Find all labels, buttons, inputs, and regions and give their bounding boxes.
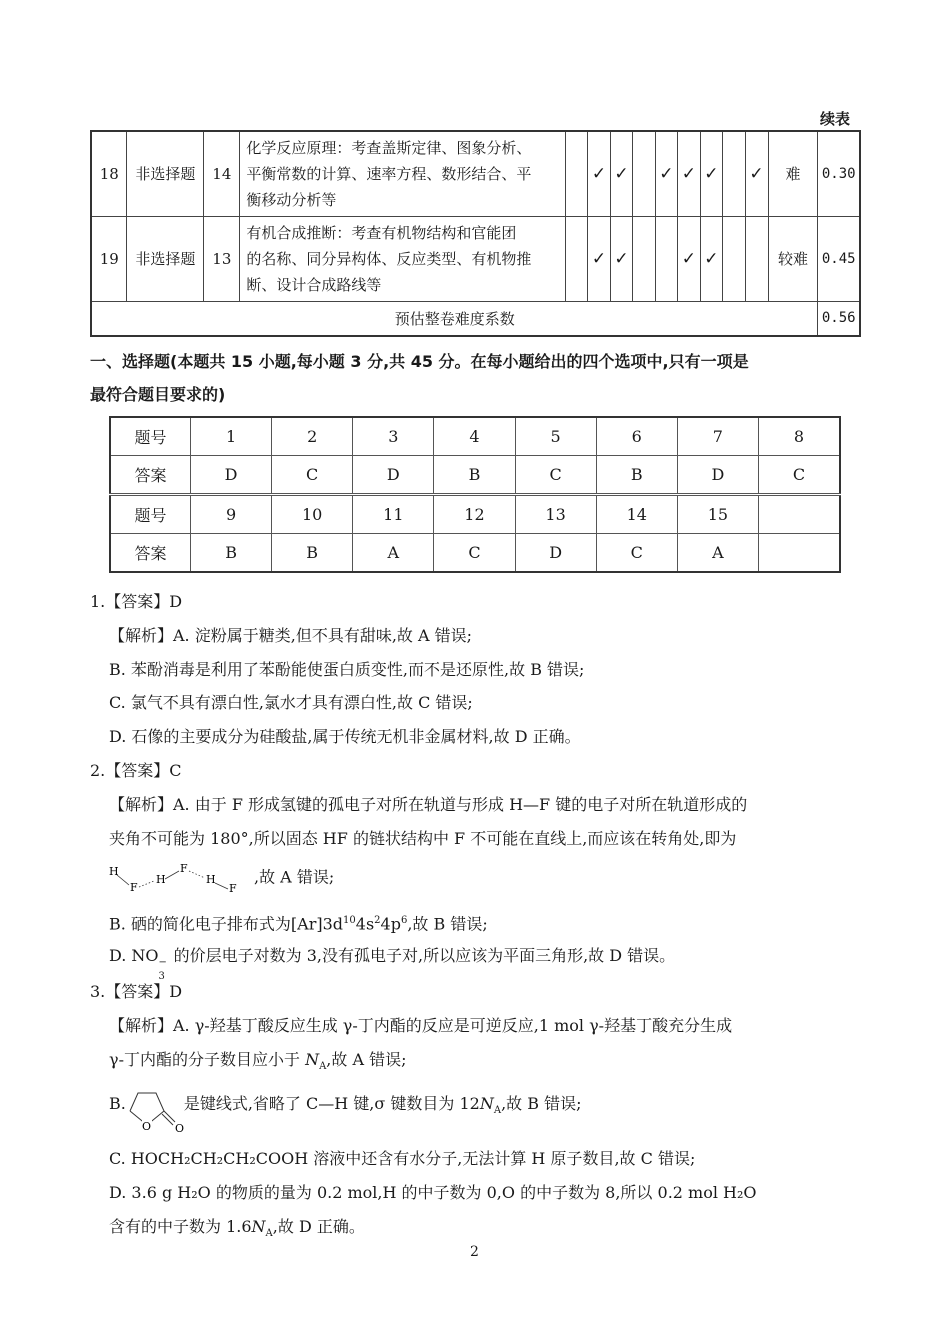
answer-cell: B xyxy=(596,456,677,495)
answer-cell: B xyxy=(272,534,353,573)
q3-answer-heading: 3.【答案】D xyxy=(90,982,183,1001)
svg-text:O: O xyxy=(174,1122,184,1134)
answer-cell: B xyxy=(434,456,515,495)
answer-cell: B xyxy=(191,534,272,573)
svg-text:F: F xyxy=(229,882,237,893)
question-number: 10 xyxy=(272,495,353,534)
table-row-total xyxy=(91,301,860,336)
total-value: 0.56 xyxy=(818,301,860,336)
spec-table xyxy=(90,130,861,337)
check-cell: ✓ xyxy=(588,131,610,216)
lactone-structure xyxy=(126,1089,184,1133)
q2-answer-heading: 2.【答案】C xyxy=(90,761,182,780)
answer-cell: D xyxy=(353,456,434,495)
q3-analysis-a-line2: γ-丁内酯的分子数目应小于 $N_A$,故 A 错误; xyxy=(109,1050,407,1073)
question-number: 1 xyxy=(191,417,272,456)
q3-analysis-c: C. HOCH₂CH₂CH₂COOH 溶液中还含有水分子,无法计算 H 原子数目,故 C 错误; xyxy=(109,1149,696,1168)
check-cell: ✓ xyxy=(678,216,700,301)
answer-cell xyxy=(758,534,840,573)
difficulty: 较难 xyxy=(768,216,818,301)
answer-cell: D xyxy=(515,534,596,573)
svg-text:H: H xyxy=(156,873,166,886)
q3-analysis-a-line1: 【解析】A. γ-羟基丁酸反应生成 γ-丁内酯的反应是可逆反应,1 mol γ-羟基丁酸充分生成 xyxy=(109,1016,733,1035)
check-cell: ✓ xyxy=(745,131,768,216)
q3-analysis-d-line1: D. 3.6 g H₂O 的物质的量为 0.2 mol,H 的中子数为 0,O 的中子数为 8,所以 0.2 mol H₂O xyxy=(109,1183,757,1202)
total-label: 预估整卷难度系数 xyxy=(91,301,818,336)
check-cell xyxy=(633,131,655,216)
check-cell xyxy=(565,131,587,216)
q1-analysis-b: B. 苯酚消毒是利用了苯酚能使蛋白质变性,而不是还原性,故 B 错误; xyxy=(109,660,585,679)
row-header: 题号 xyxy=(110,495,191,534)
question-number: 13 xyxy=(515,495,596,534)
question-number: 2 xyxy=(272,417,353,456)
answer-cell: C xyxy=(758,456,840,495)
check-cell xyxy=(723,216,745,301)
check-cell xyxy=(655,216,677,301)
q2-analysis-d: D. NO − 3 的价层电子对数为 3,没有孤电子对,所以应该为平面三角形,故 D 错误。 xyxy=(109,946,676,982)
q1-analysis-d: D. 石像的主要成分为硅酸盐,属于传统无机非金属材料,故 D 正确。 xyxy=(109,727,581,746)
svg-text:O: O xyxy=(141,1120,151,1134)
q2-analysis-a-line2: 夹角不可能为 180°,所以固态 HF 的链状结构中 F 不可能在直线上,而应该在转角处,即为 xyxy=(109,829,737,848)
table-row xyxy=(110,534,840,573)
table-row xyxy=(110,495,840,534)
check-cell xyxy=(745,216,768,301)
table-row xyxy=(91,131,860,216)
q1-analysis-c: C. 氯气不具有漂白性,氯水才具有漂白性,故 C 错误; xyxy=(109,693,473,712)
answer-cell: D xyxy=(191,456,272,495)
question-number: 3 xyxy=(353,417,434,456)
check-cell: ✓ xyxy=(610,216,632,301)
check-cell xyxy=(723,131,745,216)
question-description: 有机合成推断：考查有机物结构和官能团 的名称、同分异构体、反应类型、有机物推 断、设计合成路线等 xyxy=(240,216,565,301)
check-cell: ✓ xyxy=(700,216,722,301)
question-number: 19 xyxy=(91,216,127,301)
page-number: 2 xyxy=(470,1244,479,1260)
question-number: 5 xyxy=(515,417,596,456)
question-number: 15 xyxy=(677,495,758,534)
q1-analysis-a: 【解析】A. 淀粉属于糖类,但不具有甜味,故 A 错误; xyxy=(109,626,473,645)
check-cell: ✓ xyxy=(700,131,722,216)
answer-cell: C xyxy=(272,456,353,495)
difficulty: 难 xyxy=(768,131,818,216)
q3-analysis-d-line2: 含有的中子数为 $1.6N_A$,故 D 正确。 xyxy=(109,1217,365,1240)
check-cell: ✓ xyxy=(655,131,677,216)
check-cell xyxy=(633,216,655,301)
question-score: 14 xyxy=(204,131,240,216)
check-cell xyxy=(565,216,587,301)
hf-chain-structure xyxy=(109,863,254,893)
check-cell: ✓ xyxy=(610,131,632,216)
question-number: 9 xyxy=(191,495,272,534)
question-number: 14 xyxy=(596,495,677,534)
row-header: 答案 xyxy=(110,456,191,495)
q2-analysis-a-line3: H F H F H F ,故 A 错误; xyxy=(109,863,335,893)
table-row xyxy=(110,456,840,495)
question-number: 6 xyxy=(596,417,677,456)
q3-analysis-b: B. O O 是键线式,省略了 C—H 键,σ 键数目为 $12N_A$,故 B 错误; xyxy=(109,1082,582,1133)
question-score: 13 xyxy=(204,216,240,301)
check-cell: ✓ xyxy=(678,131,700,216)
section-heading: 一、选择题(本题共 15 小题,每小题 3 分,共 45 分。在每小题给出的四个选项中,只有一项是 最符合题目要求的) xyxy=(90,352,749,404)
answer-cell: C xyxy=(596,534,677,573)
row-header: 题号 xyxy=(110,417,191,456)
question-type: 非选择题 xyxy=(127,216,204,301)
answer-table xyxy=(109,416,841,573)
answer-cell: D xyxy=(677,456,758,495)
table-row xyxy=(91,216,860,301)
table-row xyxy=(110,417,840,456)
continued-label: 续表 xyxy=(820,110,851,128)
q1-answer-heading: 1.【答案】D xyxy=(90,592,183,611)
answer-cell: C xyxy=(434,534,515,573)
q2-analysis-a-line1: 【解析】A. 由于 F 形成氢键的孤电子对所在轨道与形成 H—F 键的电子对所在轨道形成的 xyxy=(109,795,748,814)
svg-text:F: F xyxy=(180,863,188,875)
question-number: 7 xyxy=(677,417,758,456)
answer-cell: A xyxy=(677,534,758,573)
row-header: 答案 xyxy=(110,534,191,573)
answer-cell: C xyxy=(515,456,596,495)
question-number: 12 xyxy=(434,495,515,534)
difficulty-coefficient: 0.30 xyxy=(818,131,860,216)
check-cell: ✓ xyxy=(588,216,610,301)
difficulty-coefficient: 0.45 xyxy=(818,216,860,301)
question-description: 化学反应原理：考查盖斯定律、图象分析、 平衡常数的计算、速率方程、数形结合、平 衡移动分析等 xyxy=(240,131,565,216)
question-number xyxy=(758,495,840,534)
answer-cell: A xyxy=(353,534,434,573)
svg-text:H: H xyxy=(206,873,216,886)
svg-text:F: F xyxy=(130,881,138,893)
question-type: 非选择题 xyxy=(127,131,204,216)
question-number: 8 xyxy=(758,417,840,456)
question-number: 11 xyxy=(353,495,434,534)
q2-analysis-b: B. 硒的简化电子排布式为$[Ar]3d^{10}4s^24p^6$,故 B 错误; xyxy=(109,914,488,934)
question-number: 18 xyxy=(91,131,127,216)
svg-text:H: H xyxy=(109,865,119,878)
question-number: 4 xyxy=(434,417,515,456)
